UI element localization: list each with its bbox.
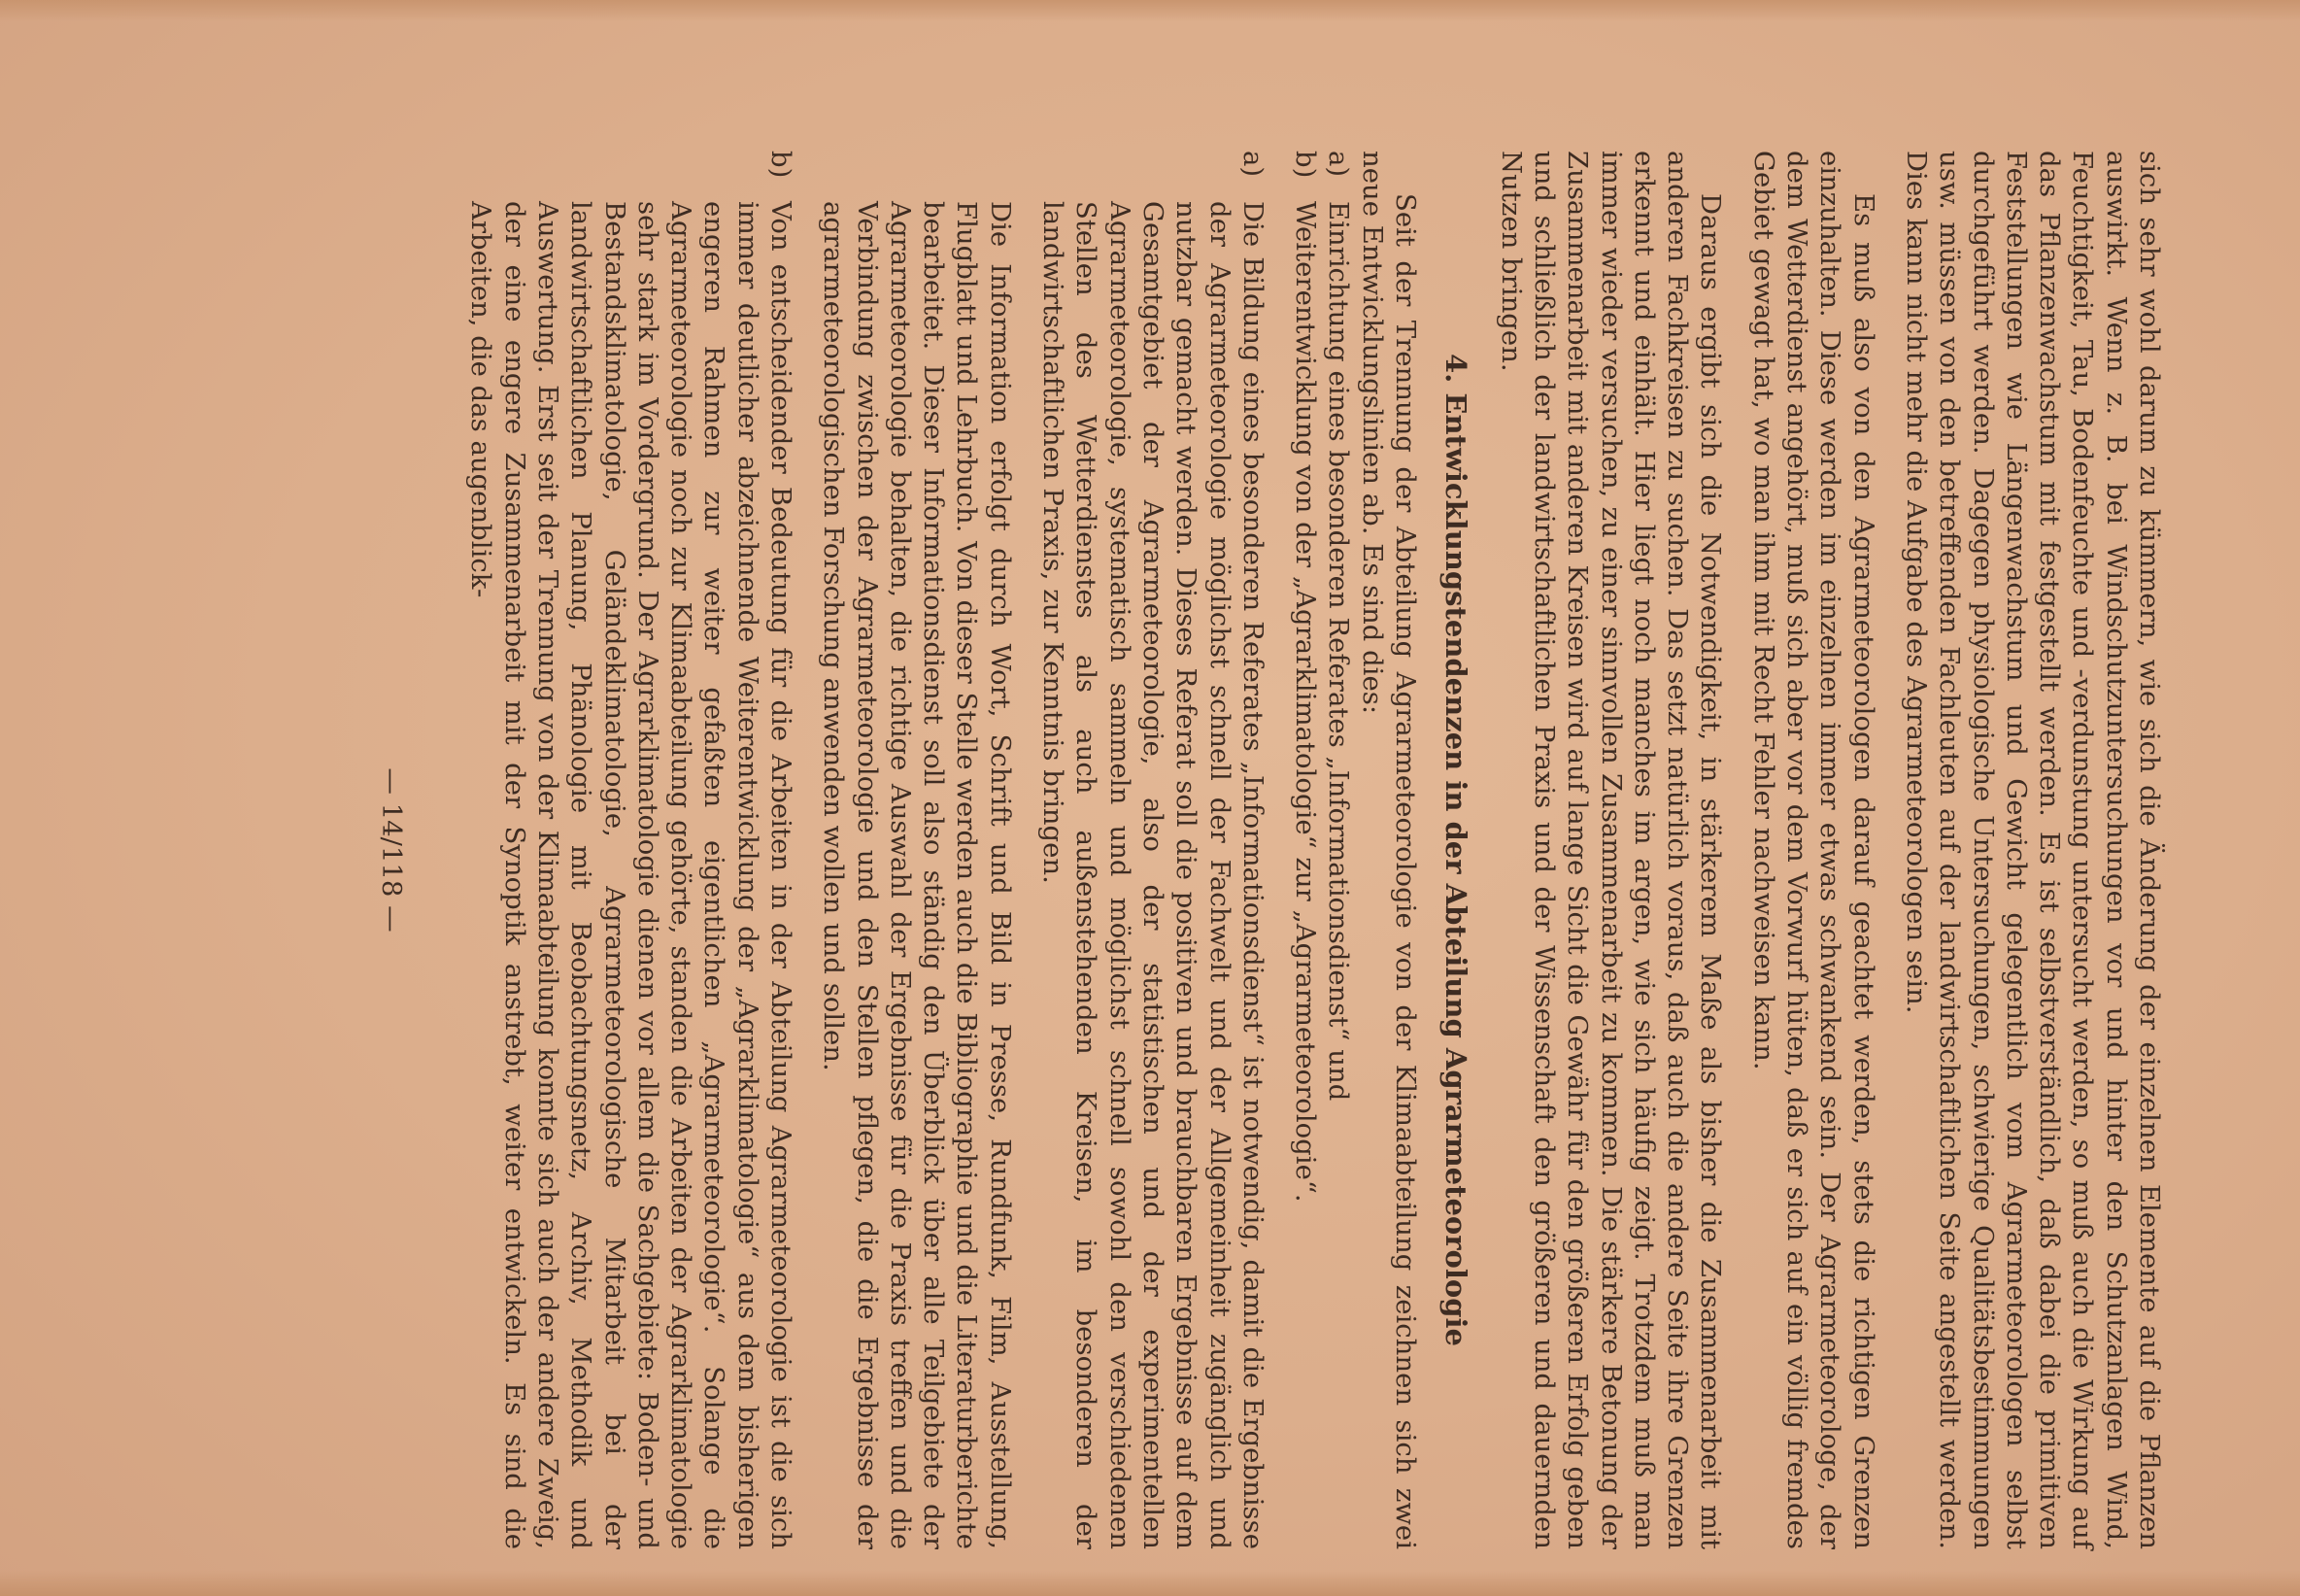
list-item-text: Einrichtung eines besonderen Referates „Informationsdienst“ und xyxy=(1323,201,1355,1102)
paragraph-grenzen: Es muß also von den Agrarmeteorologen darauf geachtet werden, stets die richtigen Grenzen einzuhalten. Diese werden im einzelnen immer etwas schwankend sein. Der Agrarmeteorologe, der dem Wetterdienst angehört, muß sich aber vor dem Vorwurf hüten, daß er sich auf ein völlig fremdes Gebiet gewagt hat, wo man ihm mit Recht Fehler nachweisen kann. xyxy=(1747,151,1879,1549)
list-item-b xyxy=(1289,151,1322,1549)
page-number: — 14/118 — xyxy=(376,767,408,933)
page-edge-shadow-top xyxy=(0,0,2300,21)
item-marker: b) xyxy=(765,151,797,179)
list-item-text: Weiterentwicklung von der „Agrarklimatologie“ zur „Agrarmeteorologie“. xyxy=(1290,201,1322,1203)
section-item-a xyxy=(1036,151,1269,1549)
item-text: Von entscheidender Bedeutung für die Arbeiten in der Abteilung Agrarmeteorologie ist die sich immer deutlicher abzeichnende Weiterentwicklung der „Agrarklimatologie“ aus dem bisherigen engeren Rahmen zur weiter gefaßten eigentlichen „Agrarmeteorologie“. Solange die Agrarmeteorologie noch zur Klimaabteilung gehörte, standen die Arbeiten der Agrarklimatologie sehr stark im Vordergrund. Der Agrarklimatologie dienen vor allem die Sachgebiete: Boden- und Bestandsklimatologie, Geländeklimatologie, Agrarmeteorologische Mitarbeit bei der landwirtschaftlichen Planung, Phänologie mit Beobachtungsnetz, Archiv, Methodik und Auswertung. Erst seit der Trennung von der Klimaabteilung konnte sich auch der andere Zweig, der eine engere Zusammenarbeit mit der Synoptik anstrebt, weiter entwickeln. Es sind die Arbeiten, die das augenblick- xyxy=(465,201,797,1549)
list-marker: b) xyxy=(1290,151,1322,179)
paragraph-entwicklungslinien: Seit der Trennung der Abteilung Agrarmeteorologie von der Klimaabteilung zeichnen sich zwei neue Entwicklungslinien ab. Es sind dies: xyxy=(1356,151,1422,1549)
list-marker: a) xyxy=(1323,151,1355,178)
list-item-a xyxy=(1322,151,1355,1549)
paragraph-information: Die Information erfolgt durch Wort, Schrift und Bild in Presse, Rundfunk, Film, Ausstellung, Flugblatt und Lehrbuch. Von dieser Stelle werden auch die Bibliographie und die Literaturberichte bearbeitet. Dieser Informationsdienst soll also ständig den Überblick über alle Teilgebiete der Agrarmeteorologie behalten, die richtige Auswahl der Ergebnisse für die Praxis treffen und die Verbindung zwischen der Agrarmeteorologie und den Stellen pflegen, die die Ergebnisse der agrarmeteorologischen Forschung anwenden wollen und sollen. xyxy=(818,201,1016,1549)
paragraph-intro: sich sehr wohl darum zu kümmern, wie sich die Änderung der einzelnen Elemente auf die Pflanzen auswirkt. Wenn z. B. bei Windschutzuntersuchungen vor und hinter den Schutzanlagen Wind, Feuchtigkeit, Tau, Bodenfeuchte und -verdunstung untersucht werden, so muß auch die Wirkung auf das Pflanzenwachstum mit festgestellt werden. Es ist selbstverständlich, daß dabei die primitiven Feststellungen wie Längenwachstum und Gewicht gelegentlich vom Agrarmeteorologen selbst durchgeführt werden. Dagegen physiologische Untersuchungen, schwierige Qualitätsbestimmungen usw. müssen von den betreffenden Fachleuten auf der landwirtschaftlichen Seite angestellt werden. Dies kann nicht mehr die Aufgabe des Agrarmeteorologen sein. xyxy=(1900,151,2165,1549)
section-heading: 4. Entwicklungstendenzen in der Abteilung Agrarmeteorologie xyxy=(1439,354,1473,1346)
item-marker: a) xyxy=(1236,151,1268,178)
rotated-text-body xyxy=(136,151,2166,1549)
page-edge-shadow-bottom xyxy=(0,1571,2300,1596)
item-text: Die Bildung eines besonderen Referates „Informationsdienst“ ist notwendig, damit die Ergebnisse der Agrarmeteorologie möglichst schnell der Fachwelt und der Allgemeinheit zugänglich und nutzbar gemacht werden. Dieses Referat soll die positiven und brauchbaren Ergebnisse auf dem Gesamtgebiet der Agrarmeteorologie, also der statistischen und der experimentellen Agrarmeteorologie, systematisch sammeln und möglichst schnell sowohl den verschiedenen Stellen des Wetterdienstes als auch außenstehenden Kreisen, im besonderen der landwirtschaftlichen Praxis, zur Kenntnis bringen. xyxy=(1037,201,1268,1549)
section-item-b xyxy=(464,151,797,1549)
paragraph-zusammenarbeit: Daraus ergibt sich die Notwendigkeit, in stärkerem Maße als bisher die Zusammenarbeit mit anderen Fachkreisen zu suchen. Das setzt natürlich voraus, daß auch die andere Seite ihre Grenzen erkennt und einhält. Hier liegt noch manches im argen, wie sich häufig zeigt. Trotzdem muß man immer wieder versuchen, zu einer sinnvollen Zusammenarbeit zu kommen. Die stärkere Betonung der Zusammenarbeit mit anderen Kreisen wird auf lange Sicht die Gewähr für den größeren Erfolg geben und schließlich der landwirtschaftlichen Praxis und der Wissenschaft den größeren und dauernden Nutzen bringen. xyxy=(1495,151,1727,1549)
